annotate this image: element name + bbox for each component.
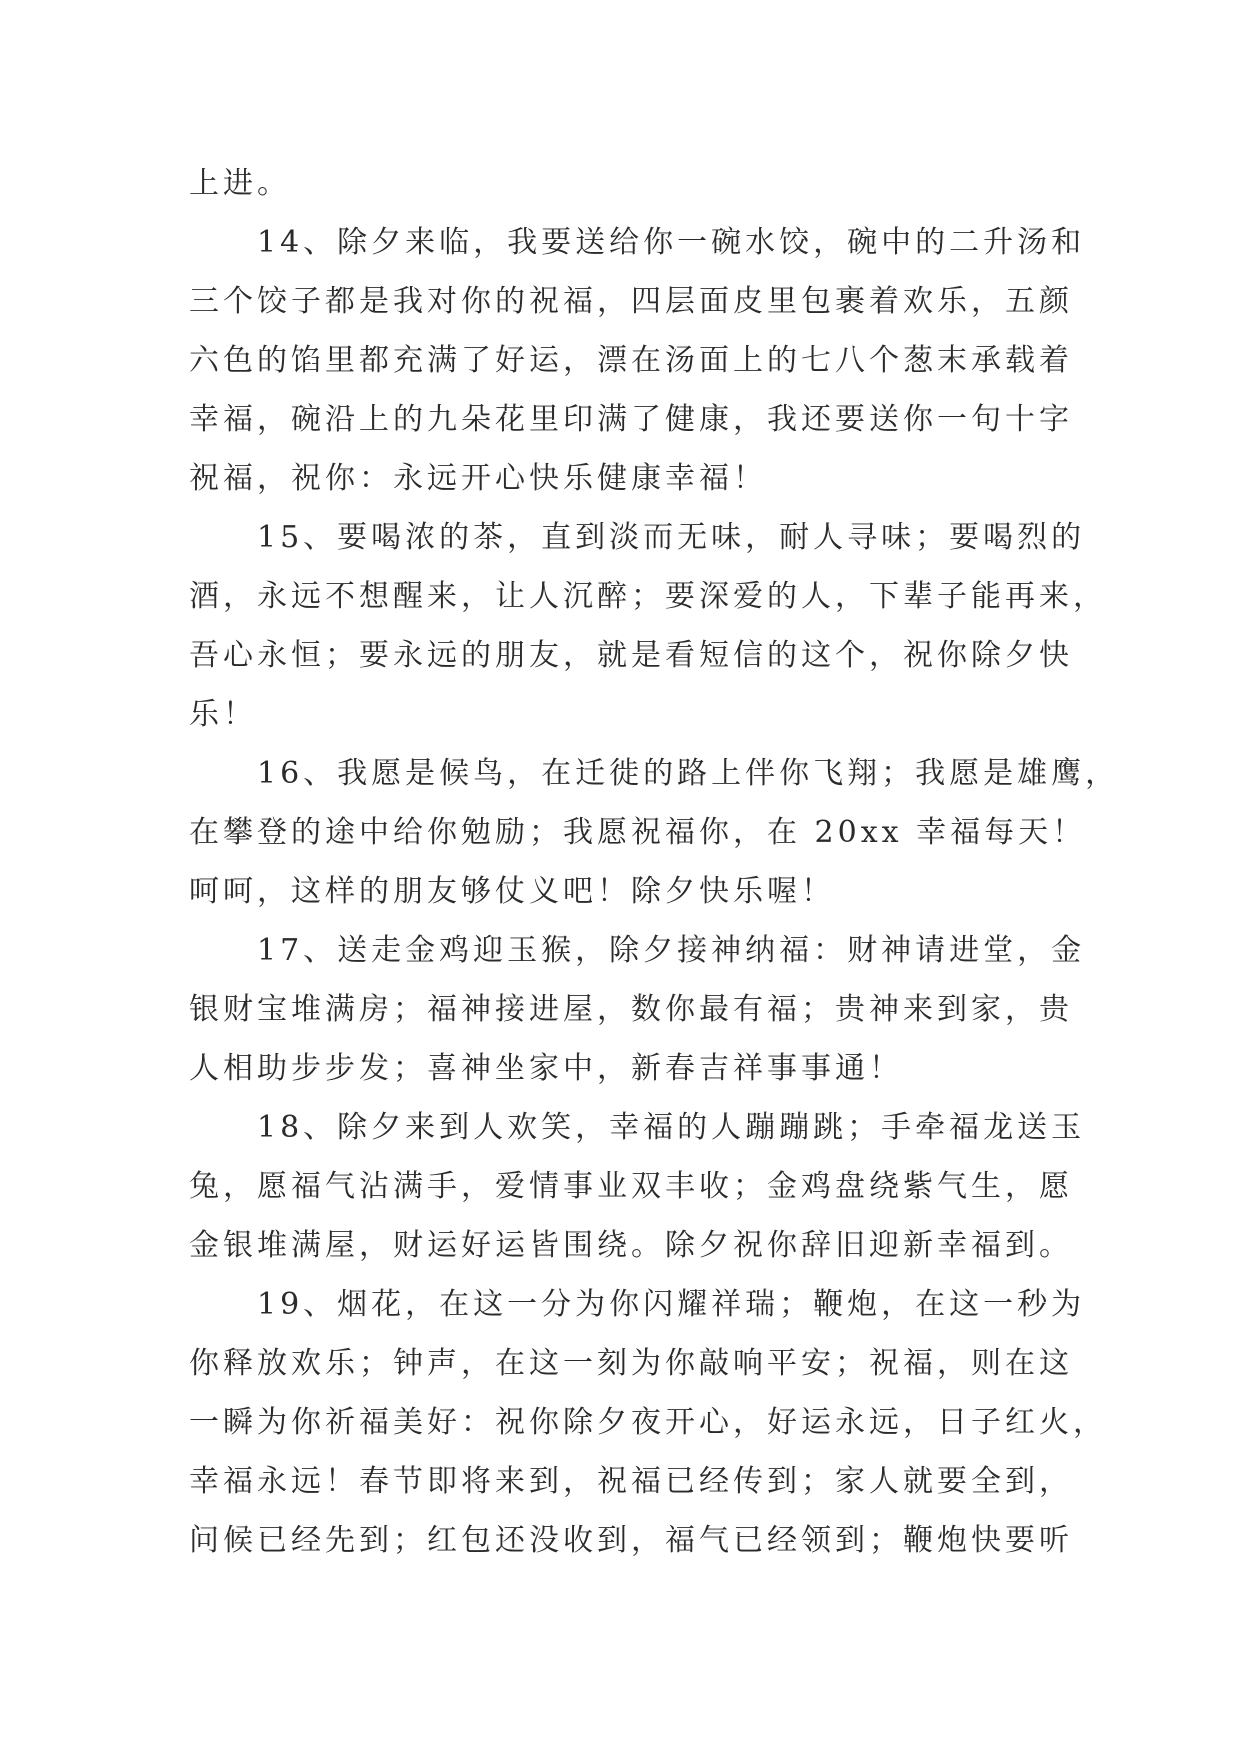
- text-line: 幸福，碗沿上的九朵花里印满了健康，我还要送你一句十字: [189, 402, 1073, 437]
- paragraph-17: [189, 921, 1086, 1098]
- paragraph-14: [189, 213, 1086, 508]
- text-line: 问候已经先到；红包还没收到，福气已经领到；鞭炮快要听: [189, 1523, 1073, 1558]
- paragraph-continuation: [189, 154, 1069, 213]
- text-line: 在攀登的途中给你勉励；我愿祝福你，在 20xx 幸福每天！: [189, 815, 1087, 850]
- text-line: 你释放欢乐；钟声，在这一刻为你敲响平安；祝福，则在这: [189, 1346, 1073, 1381]
- paragraph-19: [189, 1275, 1107, 1570]
- text-line: 金银堆满屋，财运好运皆围绕。除夕祝你辞旧迎新幸福到。: [189, 1228, 1073, 1263]
- text-line: 三个饺子都是我对你的祝福，四层面皮里包裹着欢乐，五颜: [189, 284, 1073, 319]
- paragraph-16: [189, 744, 1120, 921]
- text-line: 14、除夕来临，我要送给你一碗水饺，碗中的二升汤和: [257, 225, 1086, 260]
- text-line: 15、要喝浓的茶，直到淡而无味，耐人寻味；要喝烈的: [257, 520, 1086, 555]
- text-line: 上进。: [189, 166, 291, 201]
- text-line: 人相助步步发；喜神坐家中，新春吉祥事事通！: [189, 1051, 903, 1086]
- paragraph-15: [189, 508, 1107, 744]
- text-line: 吾心永恒；要永远的朋友，就是看短信的这个，祝你除夕快: [189, 638, 1073, 673]
- text-line: 18、除夕来到人欢笑，幸福的人蹦蹦跳；手牵福龙送玉: [257, 1110, 1086, 1145]
- text-line: 六色的馅里都充满了好运，漂在汤面上的七八个葱末承载着: [189, 343, 1073, 378]
- text-line: 兔，愿福气沾满手，爱情事业双丰收；金鸡盘绕紫气生，愿: [189, 1169, 1073, 1204]
- text-line: 银财宝堆满房；福神接进屋，数你最有福；贵神来到家，贵: [189, 992, 1073, 1027]
- text-line: 19、烟花，在这一分为你闪耀祥瑞；鞭炮，在这一秒为: [257, 1287, 1086, 1322]
- text-line: 乐！: [189, 697, 257, 732]
- document-body: [189, 154, 1120, 1570]
- text-line: 16、我愿是候鸟，在迁徙的路上伴你飞翔；我愿是雄鹰，: [257, 756, 1120, 791]
- text-line: 一瞬为你祈福美好：祝你除夕夜开心，好运永远，日子红火，: [189, 1405, 1107, 1440]
- text-line: 17、送走金鸡迎玉猴，除夕接神纳福：财神请进堂，金: [257, 933, 1086, 968]
- text-line: 幸福永远！春节即将来到，祝福已经传到；家人就要全到，: [189, 1464, 1073, 1499]
- text-line: 酒，永远不想醒来，让人沉醉；要深爱的人，下辈子能再来，: [189, 579, 1107, 614]
- text-line: 呵呵，这样的朋友够仗义吧！除夕快乐喔！: [189, 874, 835, 909]
- paragraph-18: [189, 1098, 1086, 1275]
- text-line: 祝福，祝你：永远开心快乐健康幸福！: [189, 461, 767, 496]
